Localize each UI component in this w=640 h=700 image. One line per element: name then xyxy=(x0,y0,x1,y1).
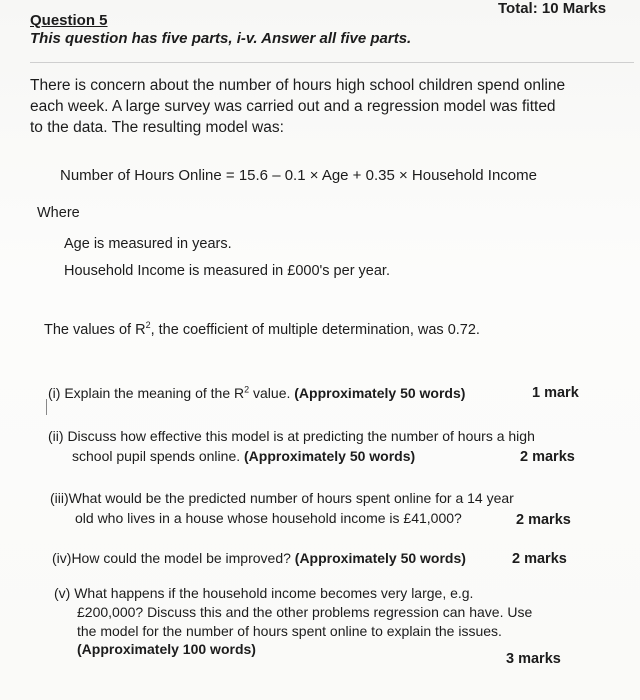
part-ii-text-1: Discuss how effective this model is at predicting the number of hours a high xyxy=(67,428,535,444)
part-iv-number: (iv) xyxy=(52,550,72,566)
part-ii-word-limit: (Approximately 50 words) xyxy=(244,448,416,464)
intro-line-3: to the data. The resulting model was: xyxy=(30,119,284,136)
income-definition: Household Income is measured in £000's per year. xyxy=(64,263,390,279)
part-i-text: Explain the meaning of the R xyxy=(64,385,245,401)
part-v-text-1: What happens if the household income becomes very large, e.g. xyxy=(74,585,474,601)
part-ii-marks: 2 marks xyxy=(520,449,575,465)
part-i-superscript: 2 xyxy=(244,384,250,395)
part-ii-number: (ii) xyxy=(48,428,64,444)
part-iii-text-2: old who lives in a house whose household income is £41,000? xyxy=(75,510,462,526)
part-i-word-limit: (Approximately 50 words) xyxy=(294,385,466,401)
part-iii-marks: 2 marks xyxy=(516,512,571,528)
r2-text-before: The values of R xyxy=(44,322,146,338)
where-label: Where xyxy=(37,205,80,221)
part-iii-text-1: What would be the predicted number of hours spent online for a 14 year xyxy=(68,490,514,506)
part-iv xyxy=(52,549,466,568)
part-v-line-1 xyxy=(54,584,473,603)
part-i-text-post: value. xyxy=(249,385,295,401)
part-iv-marks: 2 marks xyxy=(512,551,567,567)
part-ii-line-2 xyxy=(72,447,415,466)
part-i-number: (i) xyxy=(48,385,61,401)
instruction-text: This question has five parts, i-v. Answer all five parts. xyxy=(30,30,412,47)
part-iii-number: (iii) xyxy=(50,490,69,506)
part-iv-text: How could the model be improved? xyxy=(71,550,295,566)
part-ii-line-1 xyxy=(48,427,535,446)
part-v-word-limit: (Approximately 100 words) xyxy=(77,641,256,657)
part-v-number: (v) xyxy=(54,585,71,601)
total-marks: Total: 10 Marks xyxy=(498,0,607,17)
r2-text-after: , the coefficient of multiple determination, was 0.72. xyxy=(150,322,480,338)
r2-superscript: 2 xyxy=(145,320,151,331)
part-i-marks: 1 mark xyxy=(532,385,579,401)
part-v-marks: 3 marks xyxy=(506,651,561,667)
r2-statement xyxy=(44,322,480,338)
question-title: Question 5 xyxy=(30,12,108,29)
model-equation: Number of Hours Online = 15.6 – 0.1 × Age + 0.35 × Household Income xyxy=(60,167,537,184)
intro-line-1: There is concern about the number of hours high school children spend online xyxy=(30,77,566,94)
intro-line-2: each week. A large survey was carried out and a regression model was fitted xyxy=(30,98,556,115)
text-cursor xyxy=(46,399,47,415)
age-definition: Age is measured in years. xyxy=(64,236,232,252)
part-v-text-2: £200,000? Discuss this and the other problems regression can have. Use xyxy=(77,604,533,620)
part-iv-word-limit: (Approximately 50 words) xyxy=(294,550,466,566)
header-divider xyxy=(30,62,634,63)
part-iii-line-1 xyxy=(50,489,514,508)
part-v-text-3: the model for the number of hours spent online to explain the issues. xyxy=(77,623,502,639)
part-i xyxy=(48,384,465,403)
part-ii-text-2: school pupil spends online. xyxy=(72,448,245,464)
